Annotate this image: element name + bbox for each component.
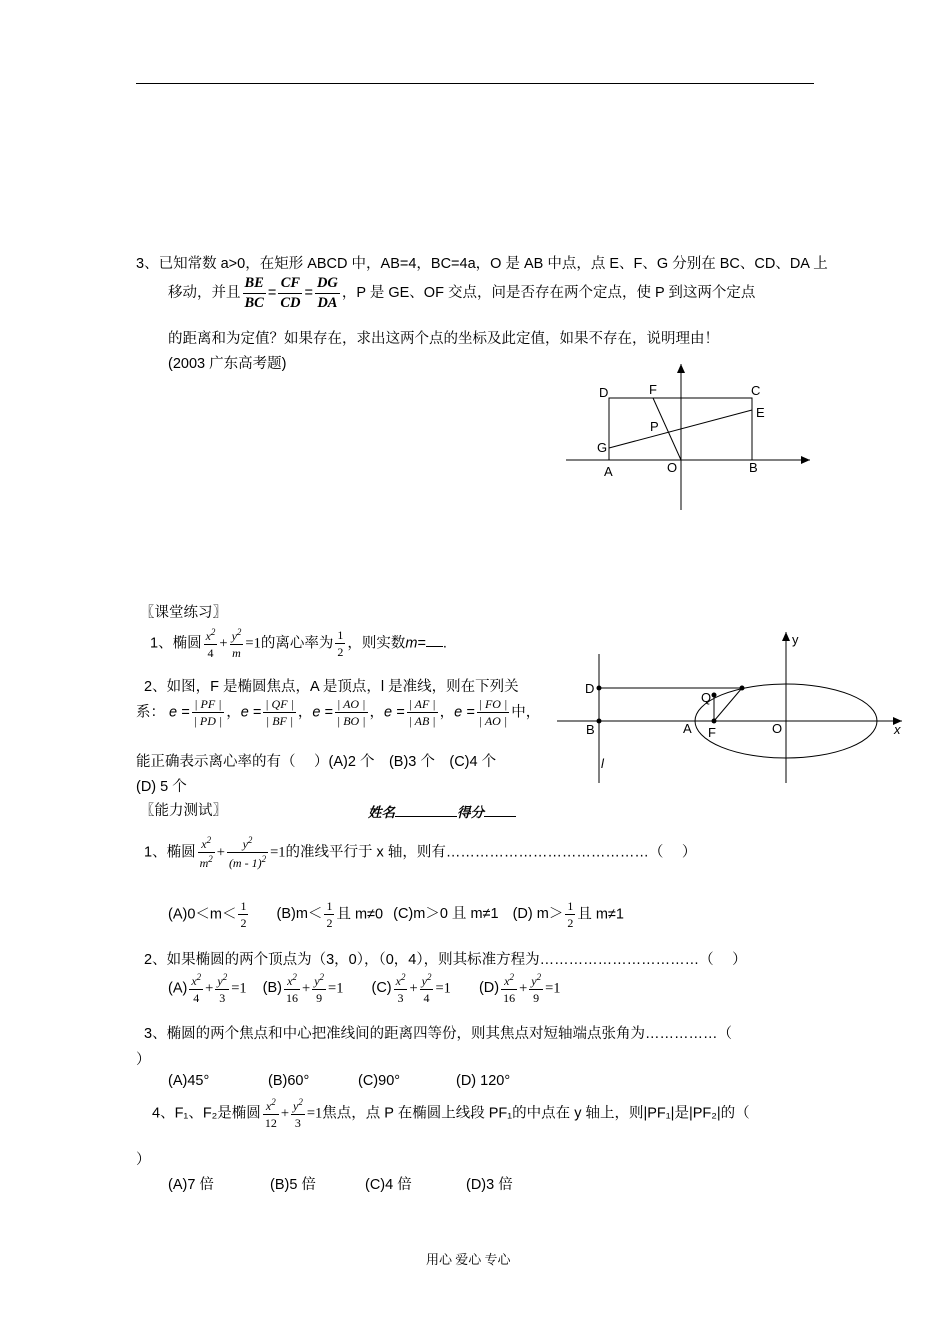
label-b: B [749,460,758,475]
fraction [189,973,203,1004]
q2-suffix: 中， [511,704,541,721]
var-m: m [405,635,418,652]
fraction-den: 2 [240,916,247,930]
fraction-den: DA [317,294,338,311]
fraction-one-half [565,900,575,929]
problem3-line2-post: ，P 是 GE、OF 交点，问是否存在两个定点，使 P 到这两个定点 [341,284,756,301]
fraction-num: $x^2$ [198,836,215,853]
fraction-den: 9 [533,991,540,1005]
fraction-den: 9 [316,991,323,1005]
option-b: (B)m＜ [276,906,323,923]
fraction-num: | AO | [335,698,368,713]
label-o: O [667,460,678,475]
separator-comma: ， [226,704,241,721]
option-b: (B)5 倍 [270,1177,316,1193]
header-rule [136,83,814,84]
label-c: C [751,383,761,398]
q1-post: 的准线平行于 x 轴，则有……………………………………（ ） [285,844,697,861]
plus-sign: + [216,844,225,861]
e-label: e = [240,704,262,721]
problem3-line1: 3、已知常数 a>0，在矩形 ABCD 中，AB=4，BC=4a，O 是 AB 中点，点 E、F、G 分别在 BC、CD、DA 上 [136,256,828,272]
var-y: y [421,974,427,988]
fraction-den: | AO | [478,714,508,728]
ellipse-diagram [555,628,910,788]
label-e: E [756,405,765,420]
fraction [312,973,326,1004]
option-c: (C)4 倍 [365,1177,412,1193]
ratio-qf-bf [263,698,296,727]
var-m: m [199,856,209,870]
fraction-num: $y^2$ [231,627,242,643]
equals-one: =1 [245,635,261,652]
fraction-den: 3 [397,991,404,1005]
fraction-den: | PD | [193,714,223,728]
point-p [740,686,745,691]
q1-equals: = [417,635,426,652]
ratio-af-ab [407,698,438,727]
fraction [291,1098,305,1129]
e-label: e = [454,704,475,721]
var-x: x [504,974,510,988]
label-o: O [772,721,783,736]
label-a: A [604,464,613,479]
var-y: y [293,1099,299,1113]
equals-one: =1 [545,980,561,997]
fraction-den: | BO | [336,714,366,728]
y-axis-arrow-icon [677,364,685,373]
option-c: (C)m＞0 且 m≠1 [393,906,499,923]
fraction-den: (m - 1)$^2$ [228,854,267,870]
var-y: y [231,629,237,643]
score-label: 得分 [457,805,484,820]
plus-sign: + [219,635,228,652]
fraction-cf-cd [278,276,302,310]
label-f: F [708,725,716,740]
fraction [284,973,300,1004]
q1-period: . [442,635,447,652]
fraction-den: $m^2$ [199,854,213,870]
equals-one: =1 [231,980,247,997]
point-b [597,719,602,724]
option-a: (A)45° [168,1073,210,1089]
label-x: x [894,722,901,737]
label-g: G [597,440,608,455]
label-d: D [585,681,595,696]
fraction-num: 1 [567,899,574,913]
x-axis-arrow-icon [801,456,810,464]
problem3-line2 [168,276,755,310]
option-a: (A) [168,980,188,997]
fraction-den: | BF | [265,714,294,728]
fraction-x2-over-4 [204,628,218,659]
label-b: B [586,722,595,737]
fraction-x2-over-m2 [198,836,215,869]
fraction-one-half [238,900,248,929]
test-q4 [152,1098,750,1129]
plus-sign: + [205,980,214,997]
var-x: x [205,629,211,643]
plus-sign: + [280,1105,289,1122]
var-x: x [201,837,207,851]
classwork-q1 [150,628,447,659]
option-c: (C)90° [358,1073,401,1089]
q1-post: ，则实数 [347,635,406,652]
fraction-num: $x^2$ [263,1098,279,1115]
fraction-den: 2 [326,916,333,930]
fraction [529,973,543,1004]
fraction-dg-da [315,276,340,310]
classwork-heading: 〖课堂练习〗 [140,605,227,621]
q2-prefix: 系： [136,704,165,721]
q1-prefix: 1、椭圆 [144,844,196,861]
fraction-num: $y^2$ [217,972,228,988]
q4-prefix: 4、F₁、F₂是椭圆 [152,1105,261,1122]
fraction-num: $y^2$ [293,1097,303,1113]
q1-prefix: 1、椭圆 [150,635,202,652]
fraction-y2-over-m-1 [227,836,268,869]
fraction-num: | QF | [265,697,294,711]
plus-sign: + [519,980,528,997]
option-d: (D)3 倍 [466,1177,513,1193]
fraction-num: | PF | [192,698,225,713]
option-c: (C) [371,980,392,997]
fraction-num: $x^2$ [395,972,406,988]
fraction [394,973,408,1004]
classwork-q2-line3: 能正确表示离心率的有（ ）(A)2 个 (B)3 个 (C)4 个 [136,754,497,770]
fraction-den: m [232,646,241,660]
fraction-num: | FO | [478,697,508,711]
label-p: P [650,419,659,434]
separator-comma: ， [439,704,455,721]
fraction [215,973,229,1004]
fraction-den: 2 [567,916,574,930]
ratio-ao-bo [335,698,368,727]
option-b: (B)60° [268,1073,310,1089]
equals-one: =1 [328,980,344,997]
fraction-one-half [335,629,345,658]
option-d: (D) m＞ [512,906,564,923]
var-x: x [287,974,293,988]
problem3-source: (2003 广东高考题) [168,356,287,372]
e-label: e = [169,704,190,721]
fraction-den: 4 [423,991,430,1005]
equals-one: =1 [306,1105,323,1122]
separator-comma: ， [297,704,313,721]
option-b: (B) [262,980,282,997]
var-y: y [531,974,537,988]
fraction-den: 4 [207,646,214,660]
var-y: y [314,974,320,988]
point-d [597,686,602,691]
fraction-num: 1 [326,899,333,913]
option-b-cond: 且 m≠0 [336,906,384,923]
var-x: x [395,974,401,988]
test-heading: 〖能力测试〗 [140,803,227,819]
fraction-den: 4 [193,991,200,1005]
equals-sign: = [304,284,313,301]
fraction-num: | AF | [408,697,436,711]
option-d-cond: 且 m≠1 [577,906,624,923]
fraction-den: BC [244,294,264,311]
point-f [712,719,717,724]
e-label: e = [384,704,405,721]
den-expr: (m - 1) [228,856,262,870]
fraction-be-bc [243,276,266,310]
label-f: F [649,382,657,397]
label-a: A [683,721,692,736]
name-input[interactable] [395,816,457,817]
fraction-num: $x^2$ [205,627,216,643]
fraction-y2-over-m [230,628,244,659]
fraction-num: $x^2$ [284,973,300,990]
test-q3-close: ） [136,1052,151,1068]
classwork-q2-line2 [136,698,540,727]
ratio-pf-pd [192,698,225,727]
fraction-num: 1 [240,899,247,913]
option-d: (D) [478,980,500,997]
fraction-den: CD [280,294,301,311]
fraction-num: DG [315,276,340,294]
equals-one: =1 [270,844,286,861]
fraction [501,973,517,1004]
fraction-den: 16 [286,991,298,1005]
fraction-den: 12 [264,1116,277,1130]
var-y: y [242,837,248,851]
test-q3: 3、椭圆的两个焦点和中心把准线间的距离四等份，则其焦点对短轴端点张角为……………（ [144,1026,733,1042]
fraction-den: | AB | [408,714,436,728]
fraction-num: $x^2$ [501,973,517,990]
page-footer: 用心 爱心 专心 [426,1252,511,1267]
test-q4-close: ） [136,1152,151,1168]
fraction-den: 2 [337,645,344,659]
fraction-den: 3 [219,991,226,1005]
rectangle-diagram [560,360,820,515]
y-axis-arrow-icon [782,632,790,641]
q4-post: 焦点，点 P 在椭圆上线段 PF₁的中点在 y 轴上，则|PF₁|是|PF₂|的（ [322,1105,750,1122]
answer-blank[interactable] [426,646,443,647]
fraction-num: BE [243,276,266,294]
fraction [420,973,434,1004]
fraction-num: $y^2$ [531,972,542,988]
fraction-one-half [324,900,334,929]
var-y: y [217,974,223,988]
problem3-line3: 的距离和为定值？如果存在，求出这两个点的坐标及此定值，如果不存在，说明理由！ [168,331,719,347]
fraction-den: 3 [294,1116,301,1130]
q1-mid: 的离心率为 [260,635,334,652]
fraction [263,1098,279,1129]
e-label: e = [312,704,333,721]
ratio-fo-ao [477,698,510,727]
fraction-num: $y^2$ [421,972,432,988]
point-q [712,693,717,698]
problem3-line2-pre: 移动，并且 [168,284,241,301]
test-q1-options [168,900,624,929]
score-input[interactable] [484,816,516,817]
label-d: D [599,385,609,400]
label-y: y [792,632,799,647]
label-l: l [601,756,604,771]
fraction-num: $y^2$ [314,972,325,988]
fraction-den: 16 [503,991,516,1005]
name-label: 姓名 [368,805,395,820]
test-q2: 2、如果椭圆的两个顶点为（3，0），（0，4），则其标准方程为……………………………（ ） [144,952,747,968]
test-q1 [144,836,696,869]
fraction-num: CF [278,276,302,294]
equals-one: =1 [435,980,451,997]
var-x: x [265,1099,272,1113]
option-a: (A)0＜m＜ [168,906,237,923]
label-q: Q [701,690,712,705]
fraction-num: $y^2$ [227,836,268,853]
classwork-q2-line4: (D) 5 个 [136,779,187,795]
plus-sign: + [409,980,418,997]
option-a: (A)7 倍 [168,1177,214,1193]
option-d: (D) 120° [456,1073,511,1089]
separator-comma: ， [369,704,384,721]
test-q2-options [168,973,561,1004]
var-x: x [191,974,197,988]
fraction-num: 1 [337,628,344,642]
equals-sign: = [267,284,277,301]
name-score-line [368,801,516,821]
classwork-q2-line1: 2、如图，F 是椭圆焦点，A 是顶点，l 是准线，则在下列关 [144,679,519,695]
fraction-num: $x^2$ [191,972,202,988]
plus-sign: + [302,980,311,997]
